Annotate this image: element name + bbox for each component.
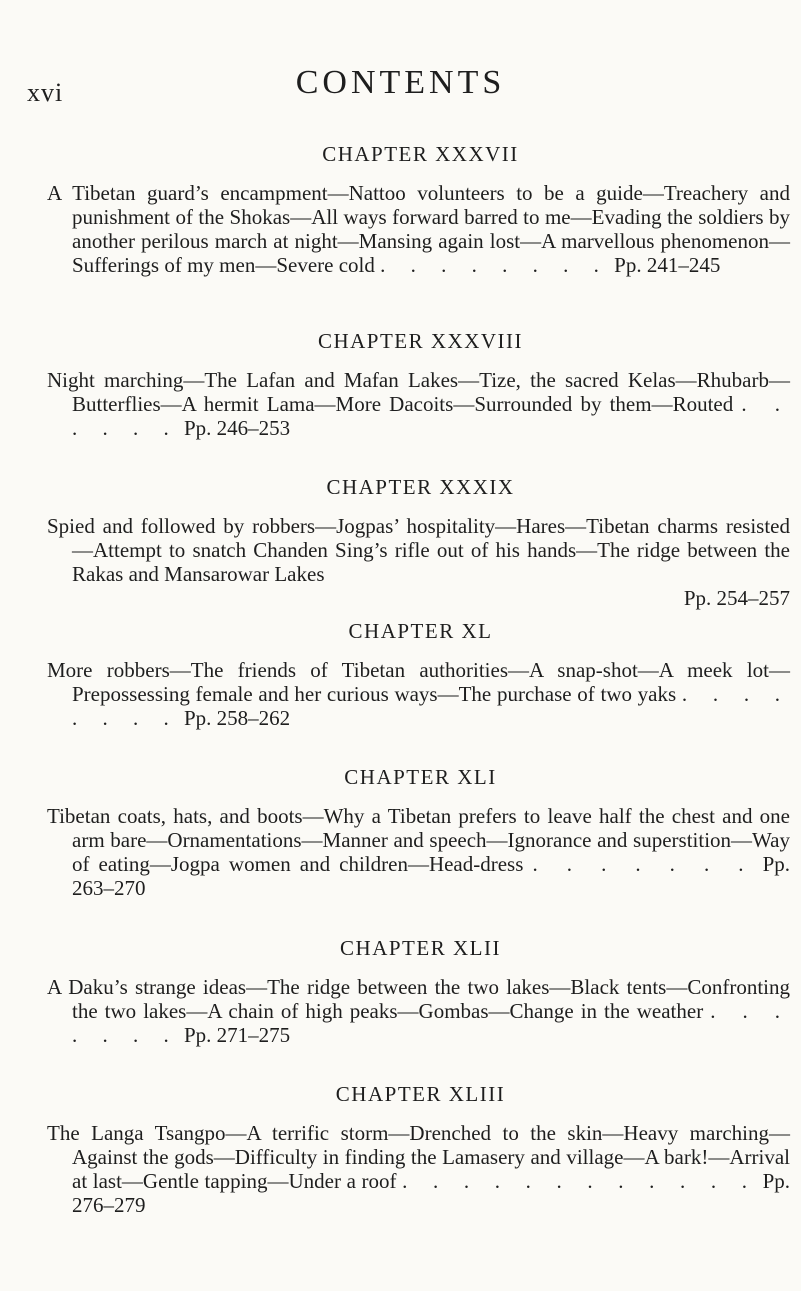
dot-leader: . . . . . . . . . . . .	[402, 1169, 757, 1193]
summary-text: A Daku’s strange ideas—The ridge between the two lakes—Black tents—Confronting the two lakes—A chain of high peaks—Gombas—Change in the weather	[47, 975, 790, 1023]
page-range: Pp. 246–253	[184, 416, 291, 440]
chapter-entry-xliii	[0, 1082, 801, 1217]
summary-text: More robbers—The friends of Tibetan authorities—A snap-shot—A meek lot—Prepossessing female and her curious ways—The purchase of two yaks	[47, 658, 790, 706]
page-range: Pp. 258–262	[184, 706, 291, 730]
chapter-heading: CHAPTER XLII	[340, 936, 501, 960]
chapter-heading: CHAPTER XXXVII	[322, 142, 519, 166]
page-range: Pp. 254–257	[683, 586, 790, 610]
summary-text: Night marching—The Lafan and Mafan Lakes—Tize, the sacred Kelas—Rhubarb—Butterflies—A hermit Lama—More Dacoits—Surrounded by them—Routed	[47, 368, 790, 416]
page-range: Pp. 263–270	[72, 852, 791, 900]
summary-text: Spied and followed by robbers—Jogpas’ hospitality—Hares—Tibetan charms resisted—Attempt to snatch Chanden Sing’s rifle out of his hands—The ridge between the Rakas and Mansarowar Lakes	[47, 514, 790, 586]
dot-leader: . . . . . . . .	[72, 682, 791, 730]
chapter-summary	[47, 181, 790, 277]
chapter-heading: CHAPTER XXXIX	[326, 475, 515, 499]
page-number: xvi	[27, 78, 64, 107]
chapter-entry-xxxix	[0, 475, 801, 610]
chapter-summary	[47, 658, 790, 730]
page-range: Pp. 276–279	[72, 1169, 791, 1217]
summary-text: Tibetan coats, hats, and boots—Why a Tibetan prefers to leave half the chest and one arm bare—Ornamentations—Manner and speech—Ignorance and superstition—Way of eating—Jogpa women and children—Head-dress	[47, 804, 790, 876]
chapter-heading: CHAPTER XXXVIII	[317, 329, 524, 353]
dot-leader: . . . . . . .	[72, 999, 791, 1047]
chapter-entry-xli	[0, 765, 801, 900]
chapter-heading: CHAPTER XLI	[344, 765, 497, 789]
page-range: Pp. 241–245	[614, 253, 721, 277]
dot-leader: . . . . . .	[72, 392, 791, 440]
chapter-summary	[47, 804, 790, 900]
chapter-heading: CHAPTER XL	[348, 619, 493, 643]
dot-leader: . . . . . . .	[532, 852, 754, 876]
summary-text: The Langa Tsangpo—A terrific storm—Drenched to the skin—Heavy marching—Against the gods—Difficulty in finding the Lamasery and village—A bark!—Arrival at last—Gentle tapping—Under a roof	[47, 1121, 790, 1193]
chapter-summary	[47, 514, 790, 610]
chapter-entry-xxxvii	[0, 142, 801, 277]
chapter-summary	[47, 1121, 790, 1217]
chapter-summary	[47, 975, 790, 1047]
chapter-heading: CHAPTER XLIII	[335, 1082, 506, 1106]
page-title: CONTENTS	[295, 64, 506, 101]
chapter-entry-xl	[0, 619, 801, 730]
dot-leader: . . . . . . . .	[380, 253, 609, 277]
page-range: Pp. 271–275	[184, 1023, 291, 1047]
summary-text: A Tibetan guard’s encampment—Nattoo volunteers to be a guide—Treachery and punishment of the Shokas—All ways forward barred to me—Evading the soldiers by another perilous march at night—Mansing again lost—A marvellous phenomenon—Sufferings of my men—Severe cold	[47, 181, 790, 277]
chapter-entry-xxxviii	[0, 329, 801, 440]
chapter-entry-xlii	[0, 936, 801, 1047]
chapter-summary	[47, 368, 790, 440]
